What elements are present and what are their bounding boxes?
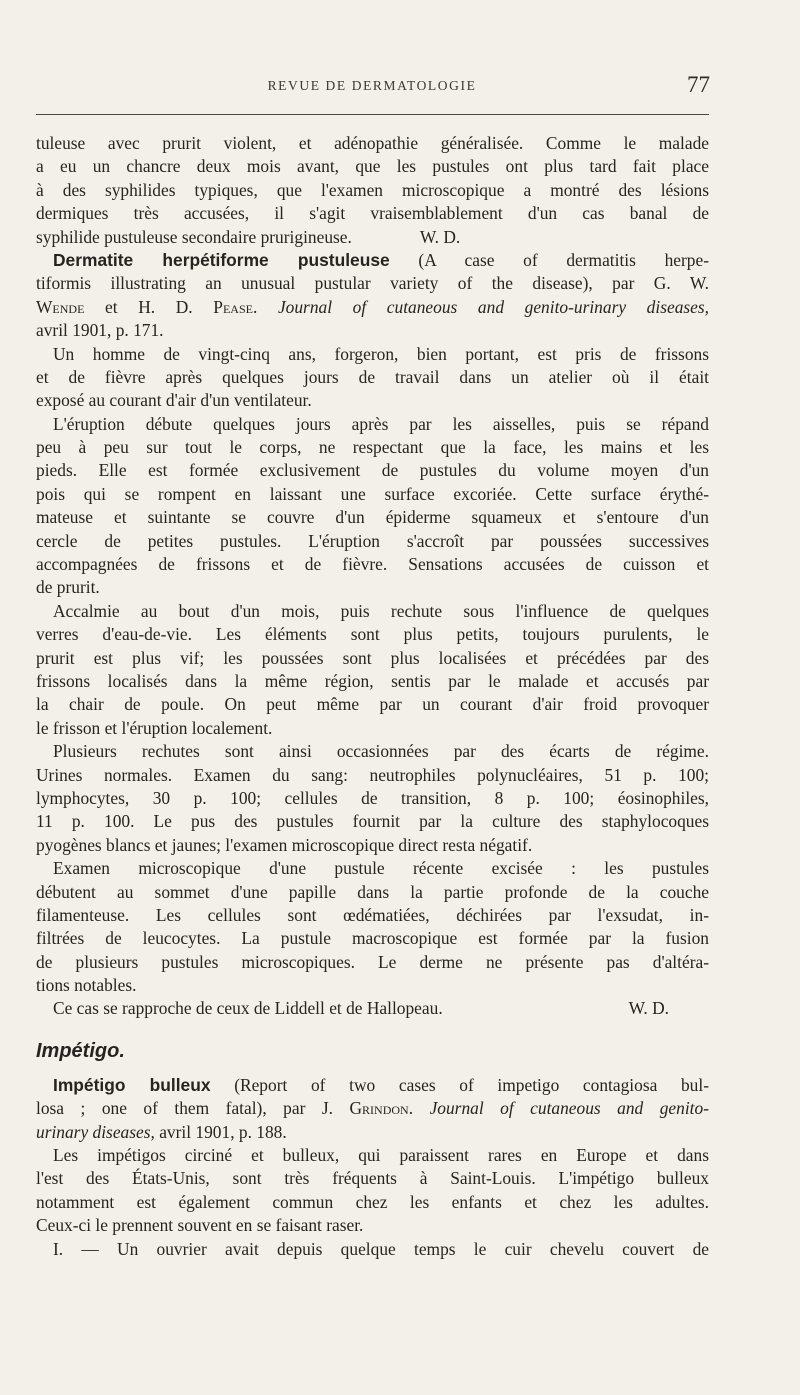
- text-line: pieds. Elle est formée exclusivement de pustules du volume moyen d'un: [36, 460, 709, 481]
- header-rule: [36, 114, 709, 115]
- text-line: mateuse et suintante se couvre d'un épiderme squameux et s'entoure d'un: [36, 507, 709, 528]
- paragraph: [36, 857, 709, 997]
- text-line: verres d'eau-de-vie. Les éléments sont plus petits, toujours purulents, le: [36, 624, 709, 645]
- page-header: [36, 72, 708, 102]
- citation-line: [36, 1097, 709, 1120]
- text-line: [36, 226, 709, 249]
- paragraph: [36, 600, 709, 740]
- text-line: lymphocytes, 30 p. 100; cellules de transition, 8 p. 100; éosinophiles,: [36, 787, 709, 808]
- paragraph: [36, 413, 709, 600]
- text-line: Un homme de vingt-cinq ans, forgeron, bien portant, est pris de frissons: [53, 343, 709, 364]
- article-heading: Dermatite herpétiforme pustuleuse: [53, 249, 390, 270]
- text-line: débutent au sommet d'une papille dans la partie profonde de la couche: [36, 881, 709, 902]
- text-line: la chair de poule. On peut même par un courant d'air froid provoquer: [36, 694, 709, 715]
- text-line: dermiques très accusées, il s'agit vraisemblablement d'un cas banal de: [36, 203, 709, 224]
- paragraph-continuation: [36, 132, 709, 249]
- text-line: Accalmie au bout d'un mois, puis rechute sous l'influence de quelques: [53, 600, 709, 621]
- citation-date: avril 1901, p. 171.: [36, 320, 164, 341]
- text-line: prurit est plus vif; les poussées sont plus localisées et précédées par des: [36, 647, 709, 668]
- closing-line: [36, 997, 709, 1020]
- article-heading-line: [36, 1074, 709, 1097]
- text-segment: Ce cas se rapproche de ceux de Liddell et de Hallopeau.: [53, 998, 443, 1019]
- text-line: Ceux-ci le prennent souvent en se faisant raser.: [36, 1215, 364, 1236]
- journal-title: urinary diseases,: [36, 1121, 155, 1142]
- text-line: peu à peu sur tout le corps, ne respectant que la face, les mains et les: [36, 437, 709, 458]
- text-line: frissons localisés dans la même région, sentis par le malade et accusés par: [36, 670, 709, 691]
- text-line: L'éruption débute quelques jours après par les aisselles, puis se répand: [53, 413, 709, 434]
- text-line: et de fièvre après quelques jours de travail dans un atelier où il était: [36, 366, 709, 387]
- author-name: Wende: [36, 296, 85, 317]
- author-name: Grindon.: [349, 1098, 414, 1119]
- text-line: tuleuse avec prurit violent, et adénopathie généralisée. Comme le malade: [36, 133, 709, 153]
- section-heading: Impétigo.: [36, 1039, 125, 1062]
- article-subtitle: (Report of two cases of impetigo contagiosa bul-: [234, 1074, 709, 1095]
- paragraph: [36, 1144, 709, 1238]
- text-line: l'est des États-Unis, sont très fréquents à Saint-Louis. L'impétigo bulleux: [36, 1168, 709, 1189]
- reviewer-signature: W. D.: [419, 226, 461, 247]
- text-line: exposé au courant d'air d'un ventilateur.: [36, 390, 312, 411]
- article-subtitle: (A case of dermatitis herpe-: [418, 249, 709, 270]
- reviewer-signature: W. D.: [628, 998, 669, 1019]
- text-line: le frisson et l'éruption localement.: [36, 717, 273, 738]
- text-line: filamenteuse. Les cellules sont œdématiées, déchirées par l'exsudat, in-: [36, 904, 709, 925]
- text-line: filtrées de leucocytes. La pustule macroscopique est formée par la fusion: [36, 928, 709, 949]
- text-line: à des syphilides typiques, que l'examen microscopique a montré des lésions: [36, 179, 709, 200]
- citation-line: [36, 296, 709, 319]
- journal-title: Journal of cutaneous and genito-urinary diseases,: [277, 296, 709, 317]
- text-line: I. — Un ouvrier avait depuis quelque temps le cuir chevelu couvert de: [53, 1238, 709, 1259]
- paragraph: [36, 740, 709, 857]
- article-heading-line: [36, 249, 709, 272]
- citation-line: [36, 1121, 709, 1144]
- text-line: notamment est également commun chez les enfants et chez les adultes.: [36, 1191, 709, 1212]
- text-line: Examen microscopique d'une pustule récente excisée : les pustules: [53, 858, 709, 879]
- text-line: de plusieurs pustules microscopiques. Le derme ne présente pas d'altéra-: [36, 951, 709, 972]
- text-line: Plusieurs rechutes sont ainsi occasionnées par des écarts de régime.: [53, 741, 709, 762]
- page-number: 77: [687, 72, 710, 97]
- text-line: a eu un chancre deux mois avant, que les pustules ont plus tard fait place: [36, 156, 709, 177]
- text-line: cercle de petites pustules. L'éruption s'accroît par poussées successives: [36, 530, 709, 551]
- citation-date: avril 1901, p. 188.: [159, 1121, 287, 1142]
- text-segment: syphilide pustuleuse secondaire prurigineuse.: [36, 226, 352, 247]
- text-line: accompagnées de frissons et de fièvre. Sensations accusées de cuisson et: [36, 554, 709, 575]
- article-dermatite: [36, 249, 709, 1021]
- article-heading: Impétigo bulleux: [53, 1074, 211, 1095]
- running-title: REVUE DE DERMATOLOGIE: [267, 78, 477, 93]
- text-segment: losa ; one of them fatal), par J.: [36, 1098, 333, 1119]
- page-body: [36, 132, 709, 1261]
- text-line: 11 p. 100. Le pus des pustules fournit par la culture des staphylocoques: [36, 811, 709, 832]
- author-name: Pease.: [213, 296, 258, 317]
- paragraph: [36, 343, 709, 413]
- text-line: Les impétigos circiné et bulleux, qui paraissent rares en Europe et dans: [53, 1145, 709, 1166]
- text-segment: et H. D.: [105, 296, 193, 317]
- text-line: pois qui se rompent en laissant une surface excoriée. Cette surface érythé-: [36, 483, 709, 504]
- text-line: pyogènes blancs et jaunes; l'examen microscopique direct resta négatif.: [36, 834, 533, 855]
- text-line: tions notables.: [36, 975, 137, 996]
- text-line: de prurit.: [36, 577, 100, 598]
- text-line: tiformis illustrating an unusual pustular variety of the disease), par G. W.: [36, 273, 709, 294]
- article-impetigo: [36, 1074, 709, 1261]
- text-line: Urines normales. Examen du sang: neutrophiles polynucléaires, 51 p. 100;: [36, 764, 709, 785]
- journal-title: Journal of cutaneous and genito-: [429, 1098, 709, 1119]
